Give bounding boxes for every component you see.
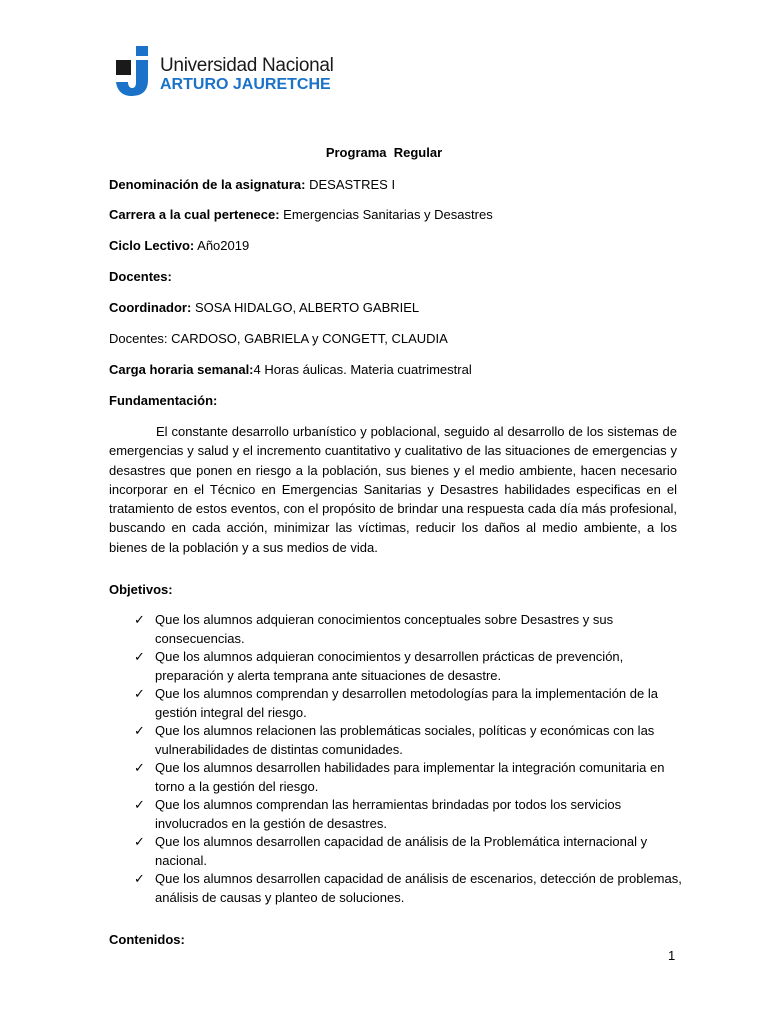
field-ciclo (109, 238, 249, 253)
unaj-logo-icon (115, 46, 159, 98)
check-icon: ✓ (134, 612, 145, 627)
contenidos-heading: Contenidos: (109, 932, 185, 947)
field-docentes-heading (109, 269, 172, 284)
coordinador-label: Coordinador: (109, 300, 192, 315)
field-asignatura (109, 177, 395, 192)
docentes-heading: Docentes: (109, 269, 172, 284)
list-item: ✓ Que los alumnos desarrollen habilidades para implementar la integración comunitaria en torno a la gestión del riesgo. (134, 760, 665, 794)
carrera-value: Emergencias Sanitarias y Desastres (279, 207, 493, 222)
coordinador-value: SOSA HIDALGO, ALBERTO GABRIEL (191, 300, 420, 315)
objetivos-heading: Objetivos: (109, 582, 173, 597)
field-carrera (109, 207, 493, 222)
logo-university-subname: ARTURO JAURETCHE (160, 76, 331, 93)
objetivos-heading-row (109, 582, 173, 597)
objetivos-list (109, 611, 689, 907)
fundamentacion-text: El constante desarrollo urbanístico y poblacional, seguido al desarrollo de los sistemas de emergencias y salud y el incremento cuantitativo y cualitativo de las situaciones de emergencias y desastres que ponen en riesgo a la población, sus bienes y el medio ambiente, hacen necesario incorporar en el Técnico en Emergencias Sanitarias y Desastres habilidades especificas en el tratamiento de estos eventos, con el propósito de brindar una respuesta cada día más profesional, buscando en cada acción, minimizar las víctimas, reducir los daños al medio ambiente, a los bienes de la población y a sus medios de vida. (109, 424, 677, 555)
asignatura-label: Denominación de la asignatura: (109, 177, 306, 192)
fundamentacion-heading: Fundamentación: (109, 393, 218, 408)
list-item: ✓ Que los alumnos adquieran conocimientos conceptuales sobre Desastres y sus consecuencias. (134, 612, 614, 646)
asignatura-value: DESASTRES I (305, 177, 396, 192)
document-title: Programa Regular (325, 145, 443, 160)
university-logo (115, 46, 345, 98)
check-icon: ✓ (134, 649, 145, 664)
logo-university-name: Universidad Nacional (160, 55, 334, 76)
check-icon: ✓ (134, 686, 145, 701)
list-item: ✓ Que los alumnos desarrollen capacidad de análisis de la Problemática internacional y nacional. (134, 834, 648, 868)
check-icon: ✓ (134, 760, 145, 775)
field-coordinador (109, 300, 419, 315)
check-icon: ✓ (134, 723, 145, 738)
carga-value: 4 Horas áulicas. Materia cuatrimestral (253, 362, 472, 377)
page-number: 1 (668, 948, 676, 963)
list-item: ✓ Que los alumnos adquieran conocimientos y desarrollen prácticas de prevención, preparación y alerta temprana ante situaciones de desastre. (134, 649, 624, 683)
carga-label: Carga horaria semanal: (109, 362, 254, 377)
ciclo-label: Ciclo Lectivo: (109, 238, 195, 253)
check-icon: ✓ (134, 834, 145, 849)
field-carga-horaria (109, 362, 472, 377)
contenidos-heading-row (109, 932, 185, 947)
carrera-label: Carrera a la cual pertenece: (109, 207, 280, 222)
list-item: ✓ Que los alumnos comprendan las herramientas brindadas por todos los servicios involucrados en la gestión de desastres. (134, 797, 622, 831)
list-item: ✓ Que los alumnos comprendan y desarrollen metodologías para la implementación de la gestión integral del riesgo. (134, 686, 658, 720)
ciclo-value: Año2019 (194, 238, 250, 253)
check-icon: ✓ (134, 797, 145, 812)
list-item: ✓ Que los alumnos desarrollen capacidad de análisis de escenarios, detección de problemas, análisis de causas y planteo de soluciones. (134, 871, 682, 905)
list-item: ✓ Que los alumnos relacionen las problemáticas sociales, políticas y económicas con las vulnerabilidades de distintas comunidades. (134, 723, 655, 757)
docentes-line: Docentes: CARDOSO, GABRIELA y CONGETT, CLAUDIA (109, 331, 448, 346)
fundamentacion-heading-row (109, 393, 217, 408)
field-docentes (109, 331, 448, 346)
check-icon: ✓ (134, 871, 145, 886)
